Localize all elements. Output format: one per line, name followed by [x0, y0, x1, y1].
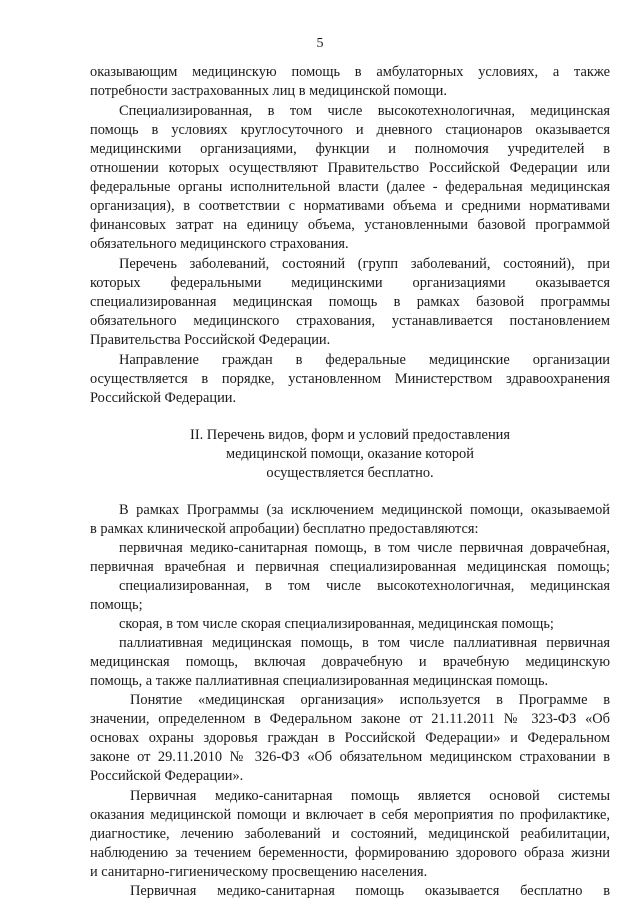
text-line: скорая, в том числе скорая специализированная, медицинская помощь;	[119, 616, 554, 632]
text-line: которых федеральными медицинскими организациями оказывается	[90, 275, 610, 291]
text-line: специализированная, в том числе высокотехнологичная, медицинская	[119, 578, 610, 594]
text-line: Специализированная, в том числе высокотехнологичная, медицинская	[119, 103, 610, 119]
text-line: Понятие «медицинская организация» используется в Программе в	[130, 692, 610, 708]
text-line: и санитарно-гигиеническому просвещению населения.	[90, 864, 428, 880]
text-line: потребности застрахованных лиц в медицинской помощи.	[90, 83, 447, 99]
text-line: обязательного медицинского страхования, устанавливается постановлением	[90, 313, 610, 329]
text-line: оказания медицинской помощи и включает в себя мероприятия по профилактике,	[90, 807, 610, 823]
text-line: помощь в условиях круглосуточного и дневного стационаров оказывается	[90, 122, 610, 138]
text-line: финансовых затрат на единицу объема, установленными базовой программой	[90, 217, 610, 233]
text-line: медицинскими организациями, функции и полномочия учредителей в	[90, 141, 610, 157]
text-line: в рамках клинической апробации) бесплатно предоставляются:	[90, 521, 479, 537]
section-heading: II. Перечень видов, форм и условий предоставления	[190, 427, 510, 443]
text-line: обязательного медицинского страхования.	[90, 236, 349, 252]
text-line: основах охраны здоровья граждан в Российской Федерации» и Федеральном	[90, 730, 610, 746]
text-line: организация), в соответствии с нормативами объема и средними нормативами	[90, 198, 610, 214]
text-line: Первичная медико-санитарная помощь оказывается бесплатно в	[130, 883, 610, 899]
text-line: Российской Федерации».	[90, 768, 244, 784]
text-line: первичная медико-санитарная помощь, в том числе первичная доврачебная,	[119, 540, 610, 556]
text-line: значении, определенном в Федеральном законе от 21.11.2011 № 323-ФЗ «Об	[90, 711, 610, 727]
section-heading: осуществляется бесплатно.	[266, 465, 434, 481]
text-line: наблюдению за течением беременности, формированию здорового образа жизни	[90, 845, 610, 861]
text-line: специализированная медицинская помощь в рамках базовой программы	[90, 294, 610, 310]
text-line: Направление граждан в федеральные медицинские организации	[119, 352, 610, 368]
text-line: законе от 29.11.2010 № 326-ФЗ «Об обязательном медицинском страховании в	[90, 749, 610, 765]
section-heading: медицинской помощи, оказание которой	[226, 446, 474, 462]
text-line: федеральные органы исполнительной власти (далее - федеральная медицинская	[90, 179, 610, 195]
text-line: Правительства Российской Федерации.	[90, 332, 331, 348]
text-line: В рамках Программы (за исключением медицинской помощи, оказываемой	[119, 502, 610, 518]
text-line: медицинская помощь, включая доврачебную и врачебную медицинскую	[90, 654, 610, 670]
text-line: помощь, а также паллиативная специализированная медицинская помощь.	[90, 673, 549, 689]
text-line: Первичная медико-санитарная помощь является основой системы	[130, 788, 610, 804]
text-line: Российской Федерации.	[90, 390, 237, 406]
text-line: диагностике, лечению заболеваний и состояний, медицинской реабилитации,	[90, 826, 610, 842]
text-line: помощь;	[90, 597, 143, 613]
page-number: 5	[316, 36, 324, 51]
text-line: отношении которых осуществляют Правительство Российской Федерации или	[90, 160, 610, 176]
text-line: первичная врачебная и первичная специализированная медицинская помощь;	[90, 559, 610, 575]
text-line: Перечень заболеваний, состояний (групп заболеваний, состояний), при	[119, 256, 610, 272]
text-line: осуществляется в порядке, установленном Министерством здравоохранения	[90, 371, 610, 387]
text-line: паллиативная медицинская помощь, в том числе паллиативная первичная	[119, 635, 610, 651]
text-line: оказывающим медицинскую помощь в амбулаторных условиях, а также	[90, 64, 610, 80]
